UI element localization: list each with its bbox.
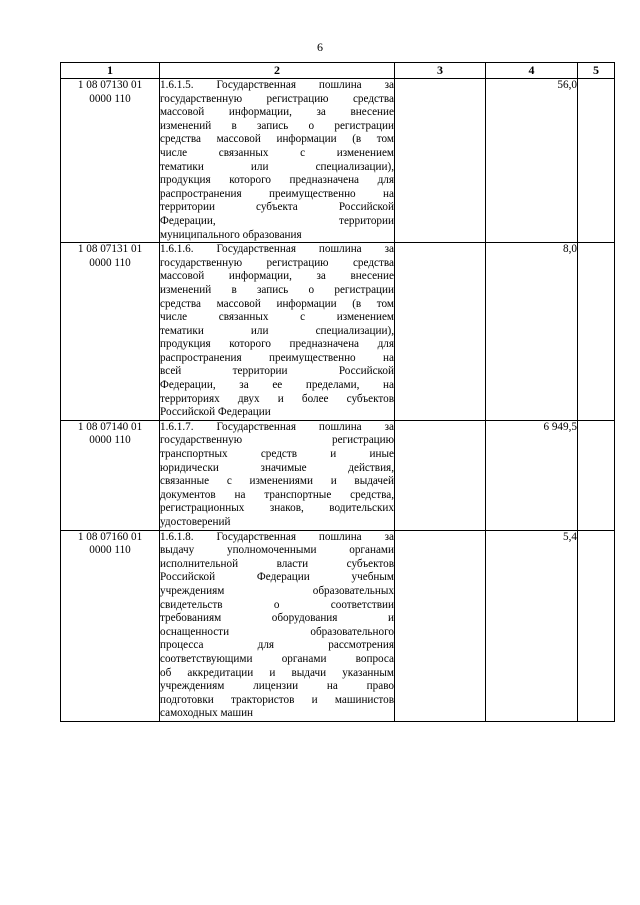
- description-line: распространения преимущественно на: [160, 351, 394, 364]
- column-3-cell: [395, 530, 486, 721]
- page-number: 6: [317, 40, 323, 54]
- budget-code-line: 0000 110: [89, 256, 131, 269]
- description-line: регистрационных знаков, водительских: [160, 502, 394, 515]
- description-line: распространения преимущественно на: [160, 187, 394, 200]
- description-line: продукция которого предназначена для: [160, 174, 394, 187]
- description-line: учреждениям лицензии на право: [160, 680, 394, 693]
- budget-code-cell: [61, 79, 160, 243]
- description-line: территориях двух и более субъектов: [160, 392, 394, 405]
- table-body: [61, 79, 615, 722]
- description-line: самоходных машин: [160, 707, 254, 720]
- column-5-cell: [578, 79, 615, 243]
- description-line: продукция которого предназначена для: [160, 338, 394, 351]
- column-3-cell: [395, 79, 486, 243]
- description-line: числе связанных с изменением: [160, 146, 394, 159]
- budget-code-line: 0000 110: [89, 92, 131, 105]
- description-cell: [160, 79, 395, 243]
- description-line: учреждениям образовательных: [160, 584, 394, 597]
- description-line: тематики или специализации),: [160, 324, 394, 337]
- description-line: оснащенности образовательного: [160, 625, 394, 638]
- description-line: государственную регистрацию средства: [160, 92, 394, 105]
- column-3-cell: [395, 243, 486, 421]
- description-line: выдачу уполномоченными органами: [160, 544, 394, 557]
- description-line: государственную регистрацию: [160, 434, 394, 447]
- description-line: процесса для рассмотрения: [160, 639, 394, 652]
- description-line: свидетельств о соответствии: [160, 598, 394, 611]
- budget-code-line: 1 08 07130 01: [77, 79, 143, 91]
- budget-code-line: 0000 110: [89, 434, 131, 447]
- description-cell: [160, 530, 395, 721]
- description-line: всей территории Российской: [160, 365, 394, 378]
- column-header-2: 2: [160, 63, 395, 79]
- budget-code-cell: [61, 420, 160, 530]
- description-line: удостоверений: [160, 516, 231, 528]
- description-line: муниципального образования: [160, 228, 302, 241]
- table-row: [61, 79, 615, 243]
- description-line: тематики или специализации),: [160, 160, 394, 173]
- column-5-cell: [578, 530, 615, 721]
- header-row: [61, 63, 615, 79]
- description-line: массовой информации, за внесение: [160, 106, 394, 119]
- description-line: средства массовой информации (в том: [160, 297, 394, 310]
- description-line: изменений в запись о регистрации: [160, 119, 394, 132]
- description-line: массовой информации, за внесение: [160, 270, 394, 283]
- description-line: транспортных средств и иные: [160, 448, 394, 461]
- description-line: 1.6.1.6. Государственная пошлина за: [160, 243, 394, 256]
- description-line: требованиям оборудования и: [160, 612, 394, 625]
- amount-cell: 56,0: [486, 79, 578, 243]
- column-header-5: 5: [578, 63, 615, 79]
- description-line: государственную регистрацию средства: [160, 256, 394, 269]
- table-row: [61, 243, 615, 421]
- table-row: [61, 420, 615, 530]
- budget-code-line: 1 08 07131 01: [77, 243, 143, 256]
- description-line: об аккредитации и выдачи указанным: [160, 666, 394, 679]
- description-line: юридически значимые действия,: [160, 461, 394, 474]
- description-line: числе связанных с изменением: [160, 311, 394, 324]
- description-line: Российской Федерации учебным: [160, 571, 394, 584]
- description-line: соответствующими органами вопроса: [160, 652, 394, 665]
- budget-table: [60, 62, 615, 722]
- description-line: 1.6.1.5. Государственная пошлина за: [160, 79, 394, 91]
- column-header-1: 1: [61, 63, 160, 79]
- description-line: изменений в запись о регистрации: [160, 283, 394, 296]
- table-row: [61, 530, 615, 721]
- description-cell: [160, 420, 395, 530]
- description-line: 1.6.1.7. Государственная пошлина за: [160, 420, 394, 433]
- column-5-cell: [578, 420, 615, 530]
- amount-cell: 5,4: [486, 530, 578, 721]
- description-line: связанные с изменениями и выдачей: [160, 475, 394, 488]
- column-3-cell: [395, 420, 486, 530]
- column-5-cell: [578, 243, 615, 421]
- budget-code-cell: [61, 243, 160, 421]
- description-line: подготовки трактористов и машинистов: [160, 693, 394, 706]
- column-header-4: 4: [486, 63, 578, 79]
- amount-cell: 8,0: [486, 243, 578, 421]
- budget-code-line: 1 08 07140 01: [77, 420, 143, 433]
- description-line: документов на транспортные средства,: [160, 488, 394, 501]
- description-line: территории субъекта Российской: [160, 201, 394, 214]
- column-header-3: 3: [395, 63, 486, 79]
- budget-code-line: 0000 110: [89, 544, 131, 557]
- description-line: средства массовой информации (в том: [160, 133, 394, 146]
- description-line: Российской Федерации: [160, 406, 271, 419]
- budget-code-line: 1 08 07160 01: [77, 530, 143, 543]
- description-line: Федерации, за ее пределами, на: [160, 379, 394, 392]
- description-line: Федерации, территории: [160, 214, 394, 227]
- description-cell: [160, 243, 395, 421]
- budget-code-cell: [61, 530, 160, 721]
- amount-cell: 6 949,5: [486, 420, 578, 530]
- description-line: исполнительной власти субъектов: [160, 557, 394, 570]
- description-line: 1.6.1.8. Государственная пошлина за: [160, 530, 394, 543]
